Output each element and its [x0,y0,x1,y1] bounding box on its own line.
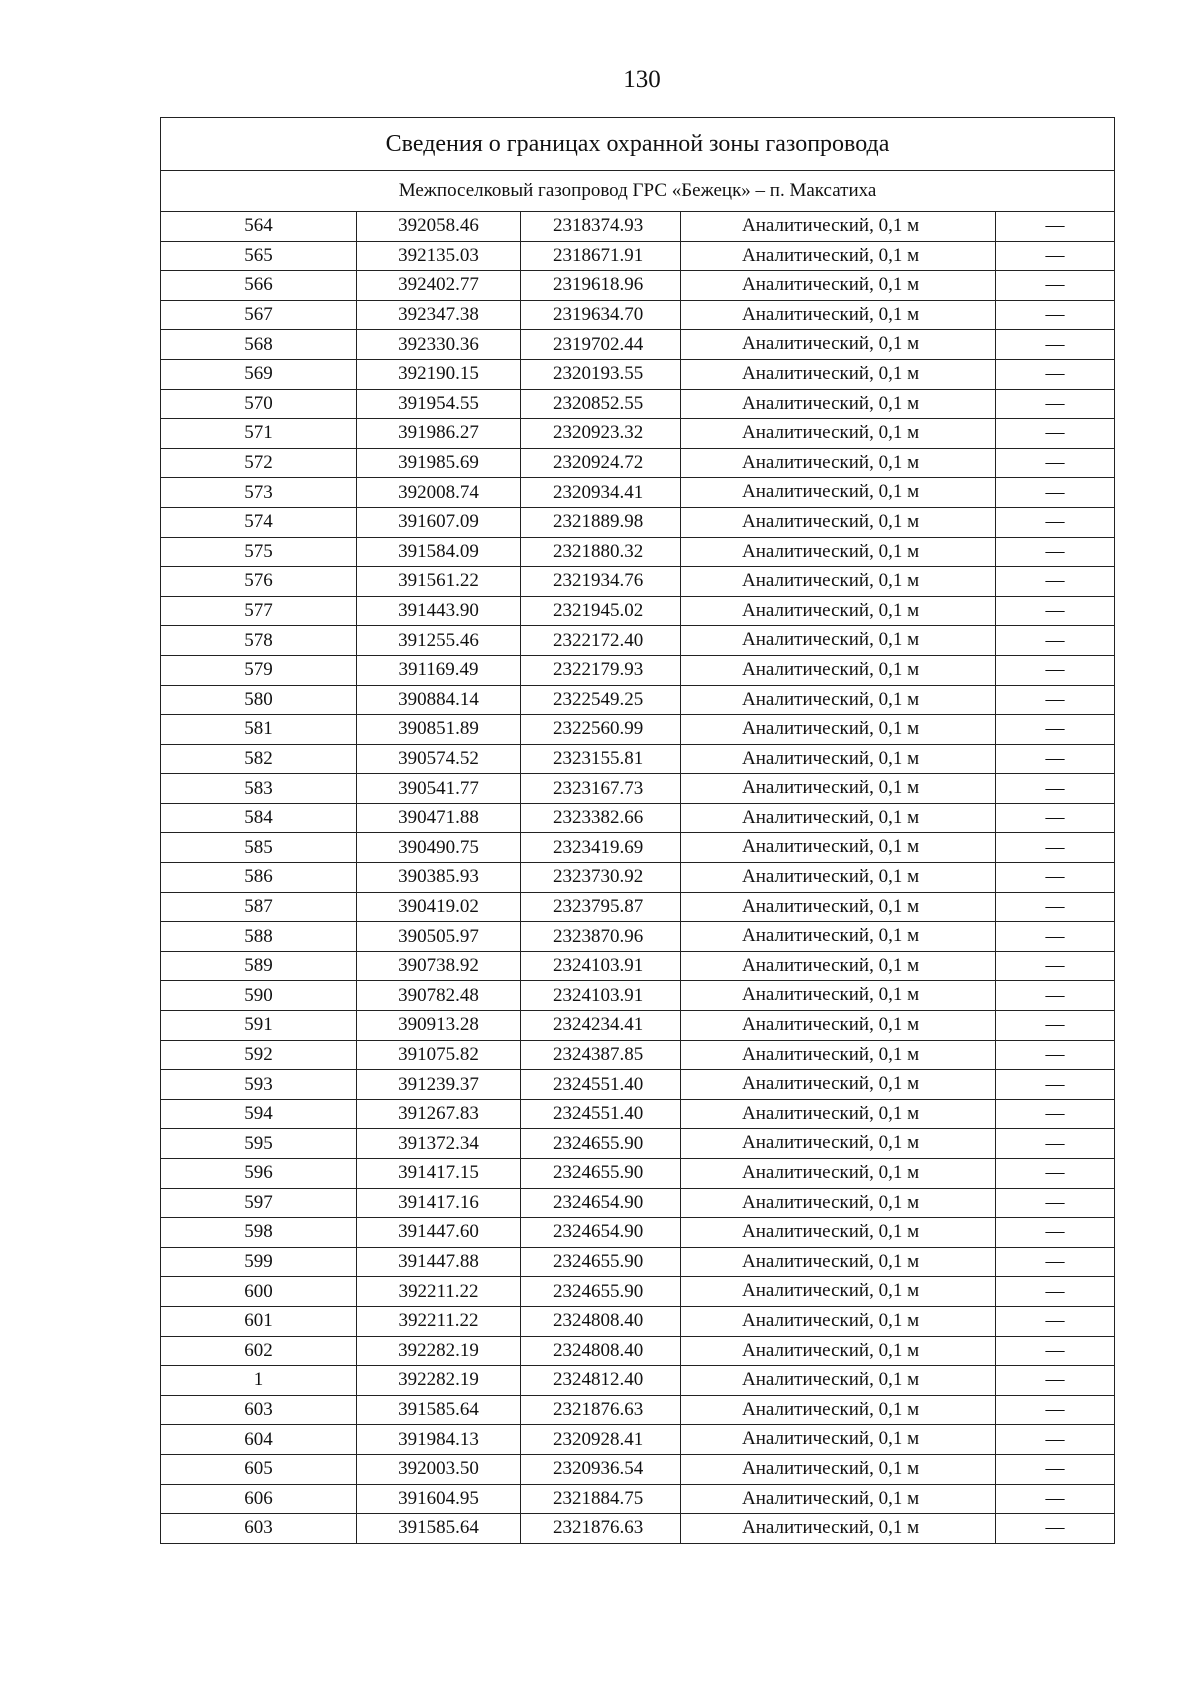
table-row [161,922,1115,952]
y-coordinate-cell: 2319702.44 [521,330,681,360]
point-number-cell: 599 [161,1247,357,1277]
table-row [161,715,1115,745]
method-accuracy-cell: Аналитический, 0,1 м [681,478,996,508]
method-accuracy-cell: Аналитический, 0,1 м [681,271,996,301]
point-number-cell: 1 [161,1366,357,1396]
method-accuracy-cell: Аналитический, 0,1 м [681,359,996,389]
table-row [161,1040,1115,1070]
x-coordinate-cell: 391447.60 [357,1218,521,1248]
y-coordinate-cell: 2324654.90 [521,1218,681,1248]
x-coordinate-cell: 392135.03 [357,241,521,271]
table-row [161,1011,1115,1041]
x-coordinate-cell: 390913.28 [357,1011,521,1041]
point-number-cell: 591 [161,1011,357,1041]
y-coordinate-cell: 2324655.90 [521,1277,681,1307]
table-row [161,507,1115,537]
method-accuracy-cell: Аналитический, 0,1 м [681,833,996,863]
point-number-cell: 592 [161,1040,357,1070]
method-accuracy-cell: Аналитический, 0,1 м [681,1159,996,1189]
point-number-cell: 580 [161,685,357,715]
method-accuracy-cell: Аналитический, 0,1 м [681,981,996,1011]
x-coordinate-cell: 391075.82 [357,1040,521,1070]
y-coordinate-cell: 2324387.85 [521,1040,681,1070]
table-row [161,1306,1115,1336]
method-accuracy-cell: Аналитический, 0,1 м [681,567,996,597]
y-coordinate-cell: 2324551.40 [521,1070,681,1100]
y-coordinate-cell: 2323167.73 [521,774,681,804]
note-cell: — [996,330,1115,360]
point-number-cell: 590 [161,981,357,1011]
y-coordinate-cell: 2320924.72 [521,448,681,478]
note-cell: — [996,567,1115,597]
point-number-cell: 582 [161,744,357,774]
table-row [161,448,1115,478]
table-row [161,1454,1115,1484]
table-row [161,1159,1115,1189]
x-coordinate-cell: 391443.90 [357,596,521,626]
x-coordinate-cell: 390574.52 [357,744,521,774]
point-number-cell: 564 [161,212,357,242]
note-cell: — [996,389,1115,419]
method-accuracy-cell: Аналитический, 0,1 м [681,241,996,271]
table-row [161,1425,1115,1455]
x-coordinate-cell: 390884.14 [357,685,521,715]
x-coordinate-cell: 391604.95 [357,1484,521,1514]
x-coordinate-cell: 391239.37 [357,1070,521,1100]
x-coordinate-cell: 391417.15 [357,1159,521,1189]
note-cell: — [996,715,1115,745]
y-coordinate-cell: 2322560.99 [521,715,681,745]
x-coordinate-cell: 391984.13 [357,1425,521,1455]
method-accuracy-cell: Аналитический, 0,1 м [681,1040,996,1070]
x-coordinate-cell: 391561.22 [357,567,521,597]
note-cell: — [996,212,1115,242]
y-coordinate-cell: 2318374.93 [521,212,681,242]
table-row [161,1484,1115,1514]
method-accuracy-cell: Аналитический, 0,1 м [681,389,996,419]
table-row [161,803,1115,833]
point-number-cell: 587 [161,892,357,922]
x-coordinate-cell: 391267.83 [357,1099,521,1129]
x-coordinate-cell: 391607.09 [357,507,521,537]
point-number-cell: 595 [161,1129,357,1159]
point-number-cell: 572 [161,448,357,478]
y-coordinate-cell: 2324654.90 [521,1188,681,1218]
table-row [161,951,1115,981]
y-coordinate-cell: 2323870.96 [521,922,681,952]
y-coordinate-cell: 2321876.63 [521,1514,681,1544]
note-cell: — [996,1099,1115,1129]
note-cell: — [996,1129,1115,1159]
note-cell: — [996,892,1115,922]
x-coordinate-cell: 392003.50 [357,1454,521,1484]
method-accuracy-cell: Аналитический, 0,1 м [681,596,996,626]
x-coordinate-cell: 392282.19 [357,1336,521,1366]
table-row [161,567,1115,597]
method-accuracy-cell: Аналитический, 0,1 м [681,1366,996,1396]
y-coordinate-cell: 2321876.63 [521,1395,681,1425]
table-row [161,419,1115,449]
note-cell: — [996,626,1115,656]
method-accuracy-cell: Аналитический, 0,1 м [681,626,996,656]
page-number: 130 [623,66,661,93]
note-cell: — [996,419,1115,449]
y-coordinate-cell: 2324655.90 [521,1247,681,1277]
point-number-cell: 588 [161,922,357,952]
y-coordinate-cell: 2323795.87 [521,892,681,922]
table-row [161,300,1115,330]
point-number-cell: 574 [161,507,357,537]
note-cell: — [996,359,1115,389]
y-coordinate-cell: 2324812.40 [521,1366,681,1396]
y-coordinate-cell: 2320852.55 [521,389,681,419]
note-cell: — [996,1247,1115,1277]
y-coordinate-cell: 2324808.40 [521,1336,681,1366]
x-coordinate-cell: 390541.77 [357,774,521,804]
y-coordinate-cell: 2321884.75 [521,1484,681,1514]
table-row [161,626,1115,656]
x-coordinate-cell: 390505.97 [357,922,521,952]
y-coordinate-cell: 2321945.02 [521,596,681,626]
note-cell: — [996,478,1115,508]
y-coordinate-cell: 2321880.32 [521,537,681,567]
point-number-cell: 597 [161,1188,357,1218]
note-cell: — [996,507,1115,537]
x-coordinate-cell: 391986.27 [357,419,521,449]
point-number-cell: 571 [161,419,357,449]
method-accuracy-cell: Аналитический, 0,1 м [681,419,996,449]
method-accuracy-cell: Аналитический, 0,1 м [681,744,996,774]
y-coordinate-cell: 2324234.41 [521,1011,681,1041]
x-coordinate-cell: 392402.77 [357,271,521,301]
point-number-cell: 596 [161,1159,357,1189]
table-row [161,892,1115,922]
point-number-cell: 566 [161,271,357,301]
table-row [161,774,1115,804]
point-number-cell: 604 [161,1425,357,1455]
point-number-cell: 585 [161,833,357,863]
x-coordinate-cell: 390471.88 [357,803,521,833]
note-cell: — [996,655,1115,685]
x-coordinate-cell: 391372.34 [357,1129,521,1159]
note-cell: — [996,685,1115,715]
table-row [161,655,1115,685]
method-accuracy-cell: Аналитический, 0,1 м [681,1188,996,1218]
table-row [161,1336,1115,1366]
x-coordinate-cell: 391954.55 [357,389,521,419]
method-accuracy-cell: Аналитический, 0,1 м [681,774,996,804]
table-row [161,1218,1115,1248]
note-cell: — [996,833,1115,863]
point-number-cell: 602 [161,1336,357,1366]
table-row [161,981,1115,1011]
method-accuracy-cell: Аналитический, 0,1 м [681,951,996,981]
method-accuracy-cell: Аналитический, 0,1 м [681,507,996,537]
table-row [161,1129,1115,1159]
note-cell: — [996,1306,1115,1336]
point-number-cell: 601 [161,1306,357,1336]
note-cell: — [996,922,1115,952]
table-row [161,1395,1115,1425]
point-number-cell: 579 [161,655,357,685]
table-row [161,1099,1115,1129]
table-row [161,241,1115,271]
point-number-cell: 593 [161,1070,357,1100]
y-coordinate-cell: 2322549.25 [521,685,681,715]
table-row [161,389,1115,419]
method-accuracy-cell: Аналитический, 0,1 м [681,1484,996,1514]
table-row [161,1514,1115,1544]
x-coordinate-cell: 392282.19 [357,1366,521,1396]
table-row [161,863,1115,893]
y-coordinate-cell: 2319634.70 [521,300,681,330]
point-number-cell: 573 [161,478,357,508]
note-cell: — [996,803,1115,833]
method-accuracy-cell: Аналитический, 0,1 м [681,863,996,893]
boundary-table [160,117,1115,1544]
note-cell: — [996,863,1115,893]
method-accuracy-cell: Аналитический, 0,1 м [681,892,996,922]
x-coordinate-cell: 391417.16 [357,1188,521,1218]
y-coordinate-cell: 2320193.55 [521,359,681,389]
x-coordinate-cell: 390385.93 [357,863,521,893]
y-coordinate-cell: 2320934.41 [521,478,681,508]
note-cell: — [996,1425,1115,1455]
note-cell: — [996,1484,1115,1514]
y-coordinate-cell: 2323730.92 [521,863,681,893]
method-accuracy-cell: Аналитический, 0,1 м [681,685,996,715]
x-coordinate-cell: 391585.64 [357,1395,521,1425]
x-coordinate-cell: 392330.36 [357,330,521,360]
point-number-cell: 565 [161,241,357,271]
x-coordinate-cell: 391169.49 [357,655,521,685]
y-coordinate-cell: 2324103.91 [521,981,681,1011]
note-cell: — [996,1395,1115,1425]
method-accuracy-cell: Аналитический, 0,1 м [681,1336,996,1366]
table-row [161,596,1115,626]
note-cell: — [996,1159,1115,1189]
point-number-cell: 570 [161,389,357,419]
note-cell: — [996,537,1115,567]
note-cell: — [996,1366,1115,1396]
x-coordinate-cell: 391985.69 [357,448,521,478]
y-coordinate-cell: 2318671.91 [521,241,681,271]
method-accuracy-cell: Аналитический, 0,1 м [681,1099,996,1129]
table-row [161,330,1115,360]
point-number-cell: 603 [161,1514,357,1544]
method-accuracy-cell: Аналитический, 0,1 м [681,655,996,685]
x-coordinate-cell: 392211.22 [357,1277,521,1307]
note-cell: — [996,981,1115,1011]
point-number-cell: 575 [161,537,357,567]
note-cell: — [996,1011,1115,1041]
point-number-cell: 581 [161,715,357,745]
y-coordinate-cell: 2321934.76 [521,567,681,597]
y-coordinate-cell: 2321889.98 [521,507,681,537]
note-cell: — [996,448,1115,478]
note-cell: — [996,300,1115,330]
method-accuracy-cell: Аналитический, 0,1 м [681,1129,996,1159]
method-accuracy-cell: Аналитический, 0,1 м [681,1218,996,1248]
method-accuracy-cell: Аналитический, 0,1 м [681,922,996,952]
x-coordinate-cell: 390738.92 [357,951,521,981]
note-cell: — [996,1070,1115,1100]
point-number-cell: 586 [161,863,357,893]
point-number-cell: 606 [161,1484,357,1514]
x-coordinate-cell: 391255.46 [357,626,521,656]
x-coordinate-cell: 392347.38 [357,300,521,330]
table-row [161,1247,1115,1277]
table-row [161,1188,1115,1218]
method-accuracy-cell: Аналитический, 0,1 м [681,330,996,360]
y-coordinate-cell: 2319618.96 [521,271,681,301]
point-number-cell: 603 [161,1395,357,1425]
method-accuracy-cell: Аналитический, 0,1 м [681,1277,996,1307]
x-coordinate-cell: 392008.74 [357,478,521,508]
x-coordinate-cell: 391447.88 [357,1247,521,1277]
note-cell: — [996,1040,1115,1070]
point-number-cell: 584 [161,803,357,833]
method-accuracy-cell: Аналитический, 0,1 м [681,1454,996,1484]
point-number-cell: 605 [161,1454,357,1484]
y-coordinate-cell: 2324103.91 [521,951,681,981]
y-coordinate-cell: 2323155.81 [521,744,681,774]
table-row [161,685,1115,715]
point-number-cell: 569 [161,359,357,389]
x-coordinate-cell: 390490.75 [357,833,521,863]
note-cell: — [996,1188,1115,1218]
point-number-cell: 598 [161,1218,357,1248]
y-coordinate-cell: 2324655.90 [521,1159,681,1189]
point-number-cell: 568 [161,330,357,360]
method-accuracy-cell: Аналитический, 0,1 м [681,448,996,478]
y-coordinate-cell: 2320928.41 [521,1425,681,1455]
point-number-cell: 594 [161,1099,357,1129]
note-cell: — [996,241,1115,271]
point-number-cell: 583 [161,774,357,804]
note-cell: — [996,596,1115,626]
table-row [161,359,1115,389]
x-coordinate-cell: 390851.89 [357,715,521,745]
x-coordinate-cell: 392190.15 [357,359,521,389]
x-coordinate-cell: 392058.46 [357,212,521,242]
table-row [161,478,1115,508]
note-cell: — [996,744,1115,774]
method-accuracy-cell: Аналитический, 0,1 м [681,1306,996,1336]
y-coordinate-cell: 2322172.40 [521,626,681,656]
note-cell: — [996,1277,1115,1307]
point-number-cell: 576 [161,567,357,597]
table-row [161,271,1115,301]
y-coordinate-cell: 2324655.90 [521,1129,681,1159]
method-accuracy-cell: Аналитический, 0,1 м [681,803,996,833]
y-coordinate-cell: 2324551.40 [521,1099,681,1129]
y-coordinate-cell: 2322179.93 [521,655,681,685]
x-coordinate-cell: 392211.22 [357,1306,521,1336]
note-cell: — [996,774,1115,804]
note-cell: — [996,1336,1115,1366]
y-coordinate-cell: 2320923.32 [521,419,681,449]
point-number-cell: 578 [161,626,357,656]
note-cell: — [996,1218,1115,1248]
point-number-cell: 589 [161,951,357,981]
y-coordinate-cell: 2324808.40 [521,1306,681,1336]
method-accuracy-cell: Аналитический, 0,1 м [681,212,996,242]
method-accuracy-cell: Аналитический, 0,1 м [681,300,996,330]
point-number-cell: 567 [161,300,357,330]
method-accuracy-cell: Аналитический, 0,1 м [681,537,996,567]
table-row [161,833,1115,863]
table-row [161,212,1115,242]
table-row [161,744,1115,774]
note-cell: — [996,1454,1115,1484]
table-row [161,1366,1115,1396]
point-number-cell: 577 [161,596,357,626]
y-coordinate-cell: 2320936.54 [521,1454,681,1484]
table-title: Сведения о границах охранной зоны газопровода [161,118,1115,171]
table-subtitle: Межпоселковый газопровод ГРС «Бежецк» – п. Максатиха [161,171,1115,212]
table-row [161,1277,1115,1307]
note-cell: — [996,1514,1115,1544]
table-row [161,537,1115,567]
x-coordinate-cell: 391584.09 [357,537,521,567]
method-accuracy-cell: Аналитический, 0,1 м [681,1395,996,1425]
y-coordinate-cell: 2323382.66 [521,803,681,833]
note-cell: — [996,271,1115,301]
method-accuracy-cell: Аналитический, 0,1 м [681,715,996,745]
table-row [161,1070,1115,1100]
note-cell: — [996,951,1115,981]
x-coordinate-cell: 390782.48 [357,981,521,1011]
method-accuracy-cell: Аналитический, 0,1 м [681,1011,996,1041]
method-accuracy-cell: Аналитический, 0,1 м [681,1070,996,1100]
x-coordinate-cell: 390419.02 [357,892,521,922]
method-accuracy-cell: Аналитический, 0,1 м [681,1425,996,1455]
point-number-cell: 600 [161,1277,357,1307]
y-coordinate-cell: 2323419.69 [521,833,681,863]
method-accuracy-cell: Аналитический, 0,1 м [681,1247,996,1277]
x-coordinate-cell: 391585.64 [357,1514,521,1544]
method-accuracy-cell: Аналитический, 0,1 м [681,1514,996,1544]
